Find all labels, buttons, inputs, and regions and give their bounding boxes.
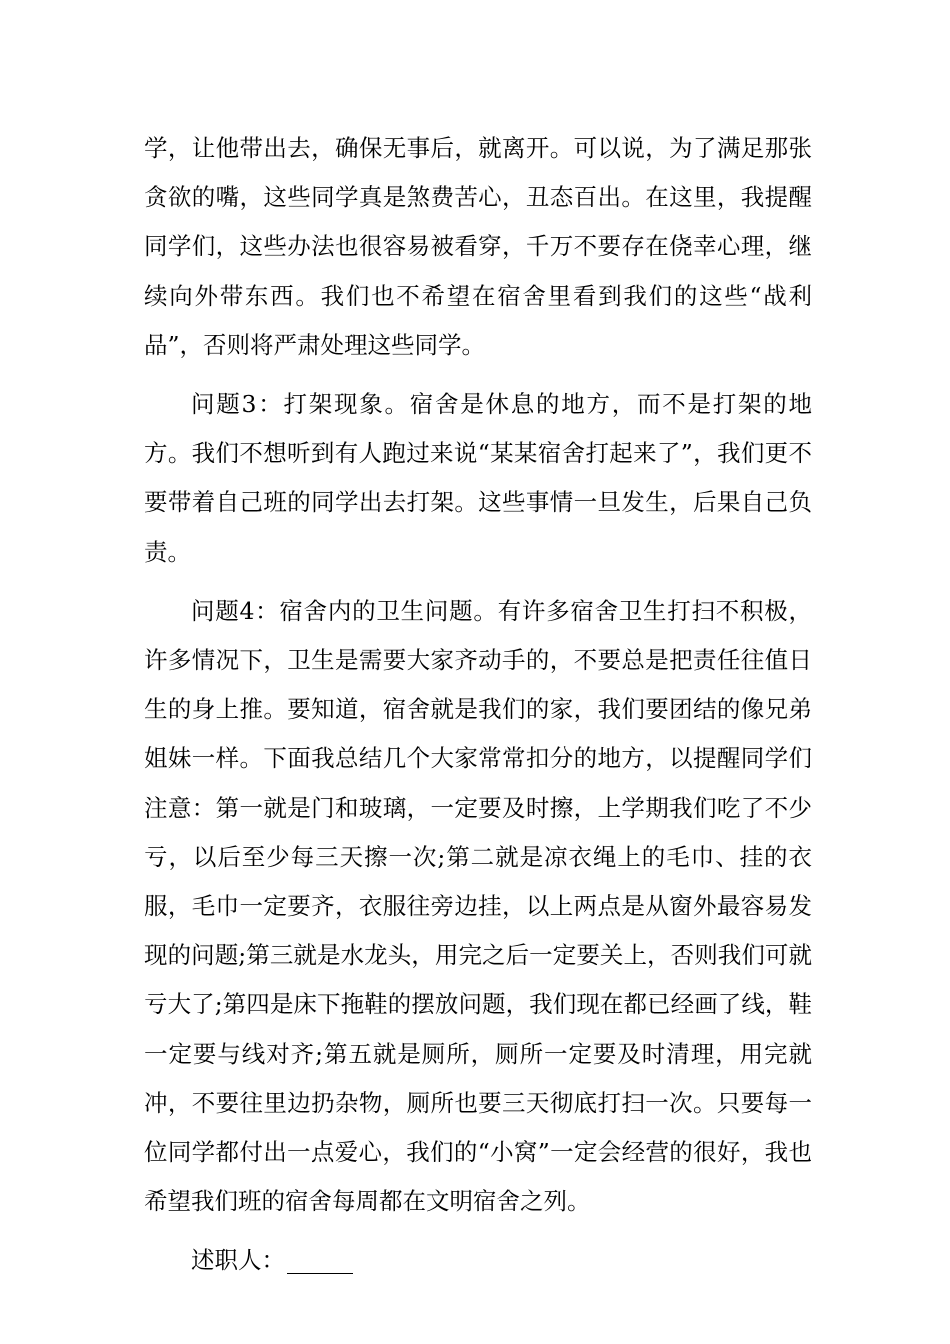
signature-label: 述职人： — [191, 1246, 285, 1275]
signature-line — [144, 1236, 812, 1285]
document-body — [144, 124, 812, 1286]
paragraph-issue-4: 问题4：宿舍内的卫生问题。有许多宿舍卫生打扫不积极，许多情况下，卫生是需要大家齐动手的，不要总是把责任往值日生的身上推。要知道，宿舍就是我们的家，我们要团结的像兄弟姐妹一样。下面我总结几个大家常常扣分的地方，以提醒同学们注意：第一就是门和玻璃，一定要及时擦，上学期我们吃了不少亏，以后至少每三天擦一次;第二就是凉衣绳上的毛巾、挂的衣服，毛巾一定要齐，衣服往旁边挂，以上两点是从窗外最容易发现的问题;第三就是水龙头，用完之后一定要关上，否则我们可就亏大了;第四是床下拖鞋的摆放问题，我们现在都已经画了线，鞋一定要与线对齐;第五就是厕所，厕所一定要及时清理，用完就冲，不要往里边扔杂物，厕所也要三天彻底打扫一次。只要每一位同学都付出一点爱心，我们的“小窝”一定会经营的很好，我也希望我们班的宿舍每周都在文明宿舍之列。 — [144, 596, 812, 1216]
signature-blank — [287, 1272, 353, 1274]
paragraph-continuation: 学，让他带出去，确保无事后，就离开。可以说，为了满足那张贪欲的嘴，这些同学真是煞费苦心，丑态百出。在这里，我提醒同学们，这些办法也很容易被看穿，千万不要存在侥幸心理，继续向外带东西。我们也不希望在宿舍里看到我们的这些“战利品”，否则将严肃处理这些同学。 — [144, 134, 812, 359]
paragraph-issue-3: 问题3：打架现象。宿舍是休息的地方，而不是打架的地方。我们不想听到有人跑过来说“某某宿舍打起来了”，我们更不要带着自己班的同学出去打架。这些事情一旦发生，后果自己负责。 — [144, 390, 812, 566]
